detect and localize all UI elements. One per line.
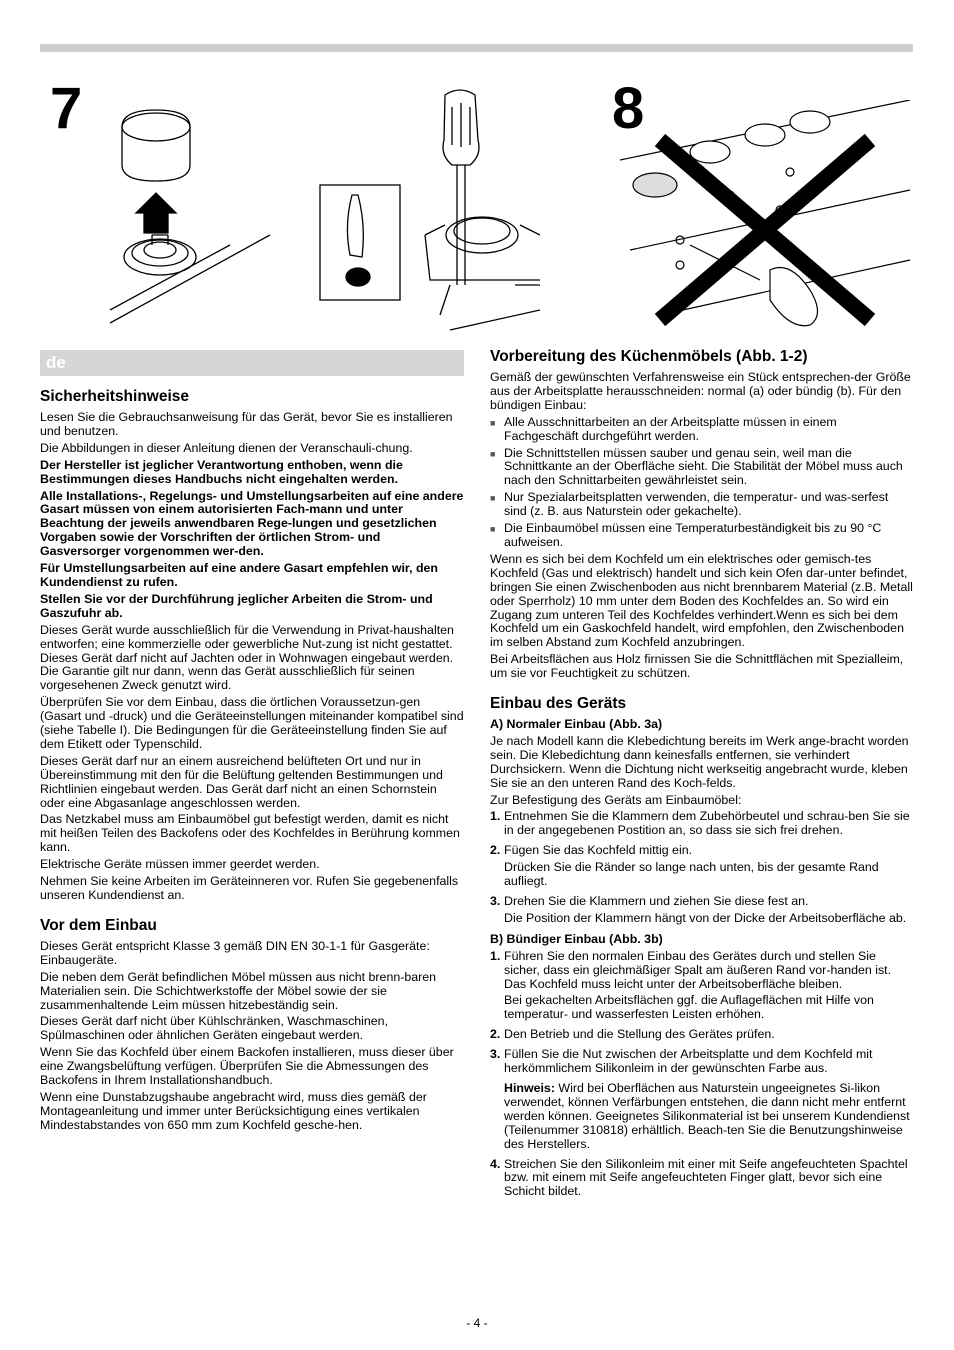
paragraph: Dieses Gerät darf nur an einem ausreichend belüfteten Ort und nur in Übereinstimmung mit den für die Belüftung geltenden Bestimmungen und Richtlinien eingebaut werden. Das Gerät darf nicht an einen Schornstein oder eine Abgasanlage angeschlossen werden. bbox=[40, 753, 443, 810]
paragraph: Dieses Gerät darf nicht über Kühlschränken, Waschmaschinen, Spülmaschinen oder ähnlichen Geräten eingebaut werden. bbox=[40, 1014, 389, 1043]
list-item-text: Alle Ausschnittarbeiten an der Arbeitsplatte müssen in einem Fachgeschäft durchgeführt werden. bbox=[504, 414, 837, 443]
subheading-normal-install: A) Normaler Einbau (Abb. 3a) bbox=[490, 717, 663, 732]
paragraph: Dieses Gerät wurde ausschließlich für die Verwendung in Privat-haushalten entworfen; eine kommerzielle oder gewerbliche Nut-zung ist nicht gestattet. Dieses Gerät darf nicht auf Jachten oder in Wohnwagen eingebaut werden. Die Garantie gilt nur dann, wenn das Gerät ausschließlich für seinen vorgesehenen Zweck genutzt wird. bbox=[40, 622, 454, 693]
numbered-step bbox=[490, 1028, 914, 1045]
step-text: Füllen Sie die Nut zwischen der Arbeitsplatte und dem Kochfeld mit herkömmlichem Silikonleim in der gewünschten Farbe aus. bbox=[504, 1047, 873, 1076]
note bbox=[504, 1082, 914, 1152]
step-text: Fügen Sie das Kochfeld mittig ein. bbox=[504, 843, 693, 858]
paragraph: Bei Arbeitsflächen aus Holz firnissen Sie die Schnittflächen mit Spezialleim, um sie vor Feuchtigkeit zu schützen. bbox=[490, 652, 904, 681]
bold-paragraph: Der Hersteller ist jeglicher Verantwortung enthoben, wenn die Bestimmungen dieses Handbuchs nicht eingehalten werden. bbox=[40, 457, 403, 486]
step-text: Drehen Sie die Klammern und ziehen Sie diese fest an. bbox=[504, 894, 809, 908]
paragraph: Lesen Sie die Gebrauchsanweisung für das Gerät, bevor Sie es installieren und benutzen. bbox=[40, 410, 453, 438]
numbered-step bbox=[490, 895, 914, 929]
heading-safety: Sicherheitshinweise bbox=[40, 388, 190, 405]
page-number: - 4 - bbox=[466, 1316, 488, 1330]
figure-7-number: 7 bbox=[50, 76, 83, 141]
bold-paragraph: Alle Installations-, Regelungs- und Umstellungsarbeiten auf eine andere Gasart müssen von einem autorisierten Fach-mann und unter Beachtung der jeweils anwendbaren Rege-lungen und gesetzlichen Vorgaben sowie der Vorschriften der örtlichen Strom- und Gasversorger vorgenommen wer-den. bbox=[40, 488, 464, 559]
step-text: Den Betrieb und die Stellung des Gerätes prüfen. bbox=[504, 1027, 775, 1042]
note-label: Hinweis: bbox=[504, 1080, 555, 1095]
paragraph: Wenn es sich bei dem Kochfeld um ein elektrisches oder gemisch-tes Kochfeld (Gas und elektrisch) handelt und sich kein Ofen dar-unter befindet, bringen Sie einen Zwischenboden aus nicht brennbarem Material (z.B. Metall oder Sperrholz) 10 mm unter dem Boden des Kochfeldes an. So wird ein Zugang zum unteren Teil des Kochfeldes verhindert.Wenn es sich bei dem Kochfeld um ein Gaskochfeld handelt, wird empfohlen, den Zwischenboden im selben Abstand zum Kochfeld anzubringen. bbox=[490, 551, 913, 650]
paragraph: Nehmen Sie keine Arbeiten im Geräteinneren vor. Rufen Sie gegebenenfalls unseren Kundendienst an. bbox=[40, 874, 459, 902]
list-item-text: Die Schnittstellen müssen sauber und genau sein, weil man die Schnittkante an der Oberfläche sieht. Die Stabilität der Möbel muss auch nach den Schnittarbeiten gewährleistet sein. bbox=[504, 445, 903, 488]
list-item-text: Nur Spezialarbeitsplatten verwenden, die temperatur- und was-serfest sind (z. B. aus Naturstein oder gekachelte). bbox=[504, 490, 889, 519]
paragraph: Die neben dem Gerät befindlichen Möbel müssen aus nicht brenn-baren Materialien sein. Die Schichtwerkstoffe der Möbel sowie der sie zusammenhaltende Leim müssen hitzebeständig sein. bbox=[40, 969, 437, 1012]
step-text: Streichen Sie den Silikonleim mit einer mit Seife angefeuchteten Spachtel bzw. mit einem mit Seife angefeuchteten Finger glatt, bevor sich eine Schicht bildet. bbox=[504, 1156, 908, 1199]
paragraph: Dieses Gerät entspricht Klasse 3 gemäß DIN EN 30-1-1 für Gasgeräte: Einbaugeräte. bbox=[40, 938, 430, 967]
bullet-marker: ■ bbox=[490, 417, 496, 428]
bullet-marker: ■ bbox=[490, 493, 496, 504]
step-text: Drücken Sie die Ränder so lange nach unten, bis der gesamte Rand aufliegt. bbox=[504, 860, 879, 889]
figure-8-number: 8 bbox=[612, 76, 645, 141]
paragraph: Zur Befestigung des Geräts am Einbaumöbel: bbox=[490, 792, 742, 807]
step-text: Entnehmen Sie die Klammern dem Zubehörbeutel und schrau-ben Sie sie in der angegebenen Postition an, so dass sie sich frei drehen. bbox=[504, 809, 910, 838]
step-number: 4. bbox=[490, 1156, 501, 1171]
paragraph: Das Netzkabel muss am Einbaumöbel gut befestigt werden, damit es nicht mit heißen Teilen des Backofens oder des Kochfeldes in Berührung kommen kann. bbox=[40, 812, 460, 855]
paragraph: Wenn eine Dunstabzugshaube angebracht wird, muss dies gemäß der Montageanleitung und immer unter Berücksichtigung eines vertikalen Mindestabstandes von 650 mm zum Kochfeld gesche-hen. bbox=[40, 1089, 427, 1132]
step-number: 1. bbox=[490, 948, 501, 963]
heading-preparation: Vorbereitung des Küchenmöbels (Abb. 1-2) bbox=[490, 348, 808, 365]
paragraph: Gemäß der gewünschten Verfahrensweise ein Stück entsprechen-der Größe aus der Arbeitsplatte herausschneiden: normal (a) oder bündig (b). Für den bündigen Einbau: bbox=[490, 370, 911, 412]
step-text: Bei gekachelten Arbeitsflächen ggf. die Auflageflächen mit Hilfe von temperatur- und wasserfesten Leisten erhöhen. bbox=[504, 993, 874, 1022]
heading-before-install: Vor dem Einbau bbox=[40, 916, 157, 934]
language-tab: de bbox=[40, 350, 464, 376]
numbered-step bbox=[490, 1158, 914, 1203]
step-number: 2. bbox=[490, 1027, 501, 1042]
paragraph: Je nach Modell kann die Klebedichtung bereits im Werk ange-bracht worden sein. Die Klebedichtung dann keinesfalls entfernen, sie verhindert Durchsickern. Wenn die Dichtung nicht werkseitig angebracht wurde, kleben Sie sie an den unteren Rand des Koch-felds. bbox=[490, 733, 909, 790]
subheading-flush-install: B) Bündiger Einbau (Abb. 3b) bbox=[490, 931, 663, 946]
step-number: 3. bbox=[490, 1047, 501, 1062]
right-column bbox=[490, 348, 914, 1205]
paragraph: Wenn Sie das Kochfeld über einem Backofen installieren, muss dieser über eine Zwangsbelüftung verfügen. Überprüfen Sie die Abmessungen des Backofens in Ihrem Installationshandbuch. bbox=[40, 1045, 454, 1088]
top-rule bbox=[40, 44, 913, 52]
paragraph: Die Abbildungen in dieser Anleitung dienen der Veranschauli-chung. bbox=[40, 440, 413, 455]
list-item bbox=[490, 447, 914, 489]
numbered-step bbox=[490, 810, 914, 841]
numbered-step bbox=[490, 844, 914, 892]
step-number: 1. bbox=[490, 809, 501, 824]
paragraph: Elektrische Geräte müssen immer geerdet werden. bbox=[40, 857, 320, 872]
note-text: Wird bei Oberflächen aus Naturstein ungeeignetes Si-likon verwendet, können Verfärbungen entstehen, die dann nicht mehr entfernt werden können. Geeignetes Silikonmaterial ist bei unserem Kundendienst (Teilenummer 310818) erhältlich. Beach-ten Sie die Benutzungshinweise des Herstellers. bbox=[504, 1080, 910, 1151]
list-item-text: Die Einbaumöbel müssen eine Temperaturbeständigkeit bis zu 90 °C aufweisen. bbox=[504, 521, 882, 549]
numbered-step bbox=[490, 1048, 914, 1154]
left-column bbox=[40, 350, 464, 1136]
heading-installation: Einbau des Geräts bbox=[490, 695, 627, 713]
step-number: 3. bbox=[490, 894, 501, 908]
step-text: Die Position der Klammern hängt von der Dicke der Arbeitsoberfläche ab. bbox=[504, 910, 907, 925]
paragraph: Überprüfen Sie vor dem Einbau, dass die örtlichen Voraussetzun-gen (Gasart und -druck) und die Geräteeinstellungen miteinander kompatibel sind (siehe Tabelle I). Die Bedingungen für die Geräteeinstellung finden Sie auf dem Etikett oder Typenschild. bbox=[40, 695, 464, 751]
bullet-marker: ■ bbox=[490, 448, 496, 459]
bold-paragraph: Stellen Sie vor der Durchführung jeglicher Arbeiten die Strom- und Gaszufuhr ab. bbox=[40, 591, 433, 620]
numbered-step bbox=[490, 950, 914, 1026]
bold-paragraph: Für Umstellungsarbeiten auf eine andere Gasart empfehlen wir, den Kundendienst zu rufen. bbox=[40, 561, 438, 589]
figure-7-illustration bbox=[100, 85, 540, 340]
list-item bbox=[490, 416, 914, 444]
list-item bbox=[490, 522, 914, 550]
figure-8-illustration bbox=[620, 100, 915, 330]
step-number: 2. bbox=[490, 843, 501, 858]
step-text: Führen Sie den normalen Einbau des Gerätes durch und stellen Sie sicher, dass ein gleichmäßiger Spalt am äußeren Rand vor-handen ist. Das Kochfeld muss leicht unter der Arbeitsoberfläche bleiben. bbox=[504, 948, 892, 991]
bullet-marker: ■ bbox=[490, 524, 496, 535]
list-item bbox=[490, 491, 914, 519]
